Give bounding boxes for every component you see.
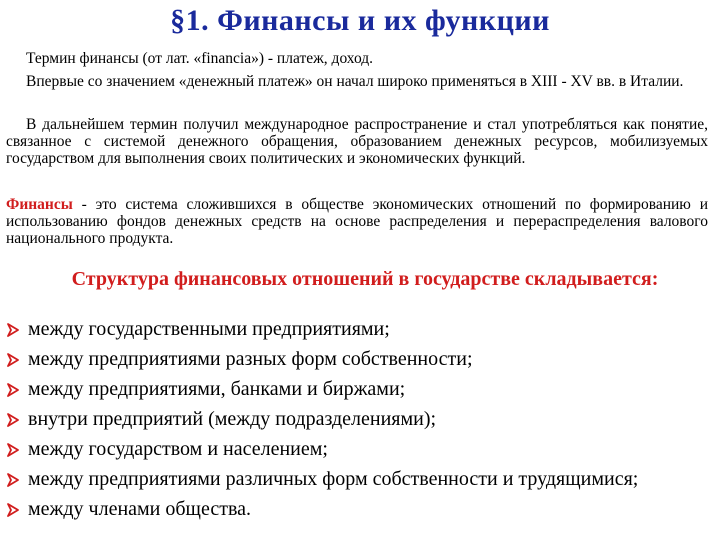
definition-term: Финансы <box>6 196 73 213</box>
list-item: между предприятиями, банками и биржами; <box>4 378 716 401</box>
arrow-bullet-icon <box>6 443 20 457</box>
definition-text: - это система сложившихся в обществе экономических отношений по формированию и использованию фондов денежных средств на основе распределения и перераспределения валового национального продукта. <box>6 196 708 247</box>
arrow-bullet-icon <box>6 473 20 487</box>
paragraph-first-usage: Впервые со значением «денежный платеж» он начал широко применяться в XIII - XV вв. в Италии. <box>26 73 684 90</box>
relations-list <box>4 318 716 528</box>
structure-heading: Структура финансовых отношений в государстве складывается: <box>71 268 659 290</box>
arrow-bullet-icon <box>6 353 20 367</box>
paragraph-definition <box>6 196 708 247</box>
page-title: §1. Финансы и их функции <box>170 4 550 37</box>
list-item: между государством и населением; <box>4 438 716 461</box>
arrow-bullet-icon <box>6 503 20 517</box>
arrow-bullet-icon <box>6 383 20 397</box>
list-item: между предприятиями различных форм собственности и трудящимися; <box>4 468 716 491</box>
arrow-bullet-icon <box>6 323 20 337</box>
list-item: между членами общества. <box>4 498 716 521</box>
paragraph-term-origin: Термин финансы (от лат. «financia») - платеж, доход. <box>26 50 374 67</box>
list-item: между предприятиями разных форм собственности; <box>4 348 716 371</box>
list-item: между государственными предприятиями; <box>4 318 716 341</box>
arrow-bullet-icon <box>6 413 20 427</box>
list-item: внутри предприятий (между подразделениями); <box>4 408 716 431</box>
paragraph-international-spread: В дальнейшем термин получил международное распространение и стал употребляться как понятие, связанное с системой денежного обращения, образованием денежных ресурсов, мобилизуемых государством для выполнения своих политических и экономических функций. <box>6 116 708 167</box>
